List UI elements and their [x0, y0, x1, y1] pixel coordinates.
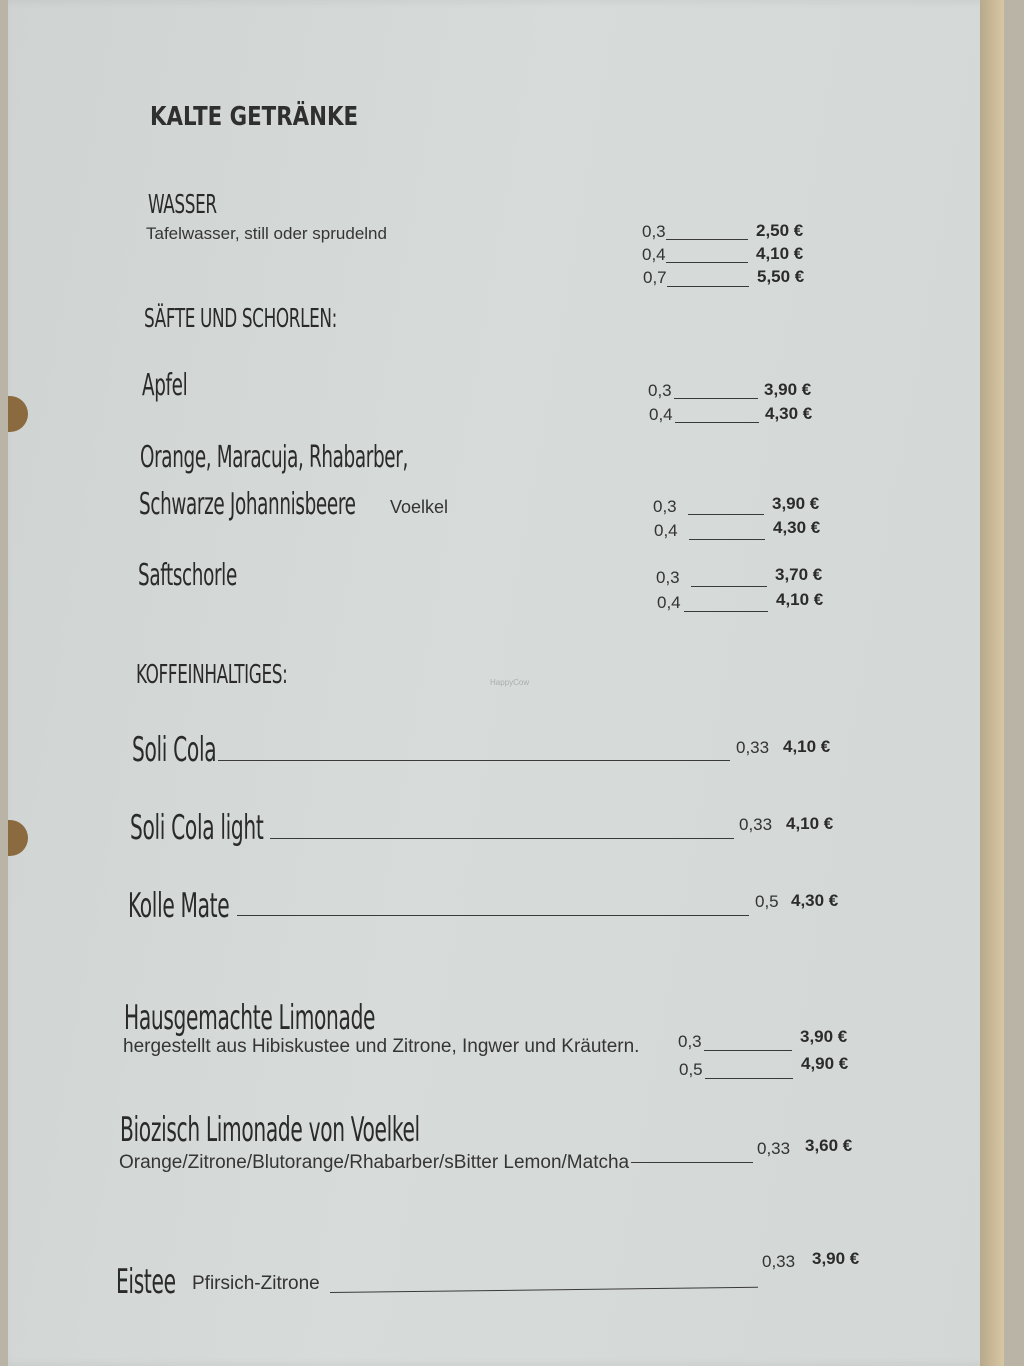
price: 2,50 €	[756, 221, 804, 240]
price: 3,70 €	[775, 565, 823, 584]
item-name-soli-cola: Soli Cola	[132, 730, 217, 770]
price: 4,30 €	[765, 404, 813, 423]
size-label: 0,33	[762, 1252, 796, 1271]
size-label: 0,7	[643, 268, 667, 287]
size-label: 0,33	[736, 738, 770, 757]
leader-line	[691, 586, 767, 587]
leader-line	[674, 398, 758, 399]
item-name-limonade: Hausgemachte Limonade	[124, 998, 376, 1038]
price: 4,30 €	[791, 891, 839, 910]
size-label: 0,4	[642, 245, 666, 264]
size-label: 0,33	[739, 815, 773, 834]
item-name-eistee: Eistee	[116, 1262, 176, 1302]
binder-hole	[8, 396, 28, 432]
menu-title: KALTE GETRÄNKE	[150, 102, 359, 132]
size-label: 0,3	[648, 381, 672, 400]
item-name-soli-cola-light: Soli Cola light	[130, 808, 264, 848]
price: 4,30 €	[773, 518, 821, 537]
leader-line	[684, 611, 768, 612]
leader-line	[270, 838, 734, 839]
leader-line	[330, 1287, 758, 1293]
leader-line	[705, 1078, 793, 1079]
item-desc-biozisch: Orange/Zitrone/Blutorange/Rhabarber/sBitter Lemon/Matcha	[119, 1152, 630, 1173]
size-label: 0,3	[642, 222, 666, 241]
size-label: 0,4	[657, 593, 681, 612]
item-name-orange: Orange, Maracuja, Rhabarber,	[140, 440, 408, 475]
leader-line	[689, 539, 765, 540]
size-label: 0,5	[755, 892, 779, 911]
item-name-apfel: Apfel	[142, 368, 188, 403]
leader-line	[666, 262, 748, 263]
price: 3,90 €	[772, 494, 820, 513]
section-heading-saefte: SÄFTE UND SCHORLEN:	[144, 304, 337, 334]
price: 3,90 €	[800, 1027, 848, 1046]
leader-line	[218, 760, 730, 761]
size-label: 0,33	[757, 1139, 791, 1158]
price: 3,60 €	[805, 1136, 853, 1155]
item-desc-limonade: hergestellt aus Hibiskustee und Zitrone, Ingwer und Kräutern.	[123, 1036, 640, 1057]
item-desc-wasser: Tafelwasser, still oder sprudelnd	[146, 224, 387, 243]
item-name-wasser: WASSER	[148, 190, 217, 220]
size-label: 0,3	[678, 1032, 702, 1051]
brand-label: Voelkel	[390, 497, 449, 517]
leader-line	[667, 286, 749, 287]
section-heading-koffein: KOFFEINHALTIGES:	[136, 660, 288, 690]
item-name-johannisbeere: Schwarze Johannisbeere	[139, 487, 356, 522]
size-label: 0,4	[654, 521, 678, 540]
price: 4,10 €	[776, 590, 824, 609]
price: 4,10 €	[786, 814, 834, 833]
price: 4,10 €	[783, 737, 831, 756]
price: 3,90 €	[764, 380, 812, 399]
item-desc-eistee: Pfirsich-Zitrone	[192, 1273, 320, 1294]
page-edge	[980, 0, 1004, 1366]
size-label: 0,5	[679, 1060, 703, 1079]
price: 3,90 €	[812, 1249, 860, 1268]
watermark: HappyCow	[490, 678, 530, 687]
size-label: 0,3	[653, 497, 677, 516]
menu-page	[8, 0, 1004, 1366]
binder-hole	[8, 820, 28, 856]
leader-line	[237, 915, 749, 916]
price: 5,50 €	[757, 267, 805, 286]
leader-line	[704, 1050, 792, 1051]
size-label: 0,3	[656, 568, 680, 587]
price: 4,10 €	[756, 244, 804, 263]
item-name-saftschorle: Saftschorle	[138, 558, 237, 593]
leader-line	[675, 422, 759, 423]
size-label: 0,4	[649, 405, 673, 424]
leader-line	[688, 514, 764, 515]
leader-line	[631, 1162, 753, 1163]
item-name-biozisch: Biozisch Limonade von Voelkel	[120, 1110, 420, 1150]
price: 4,90 €	[801, 1054, 849, 1073]
item-name-kolle-mate: Kolle Mate	[128, 886, 230, 926]
leader-line	[666, 239, 748, 240]
